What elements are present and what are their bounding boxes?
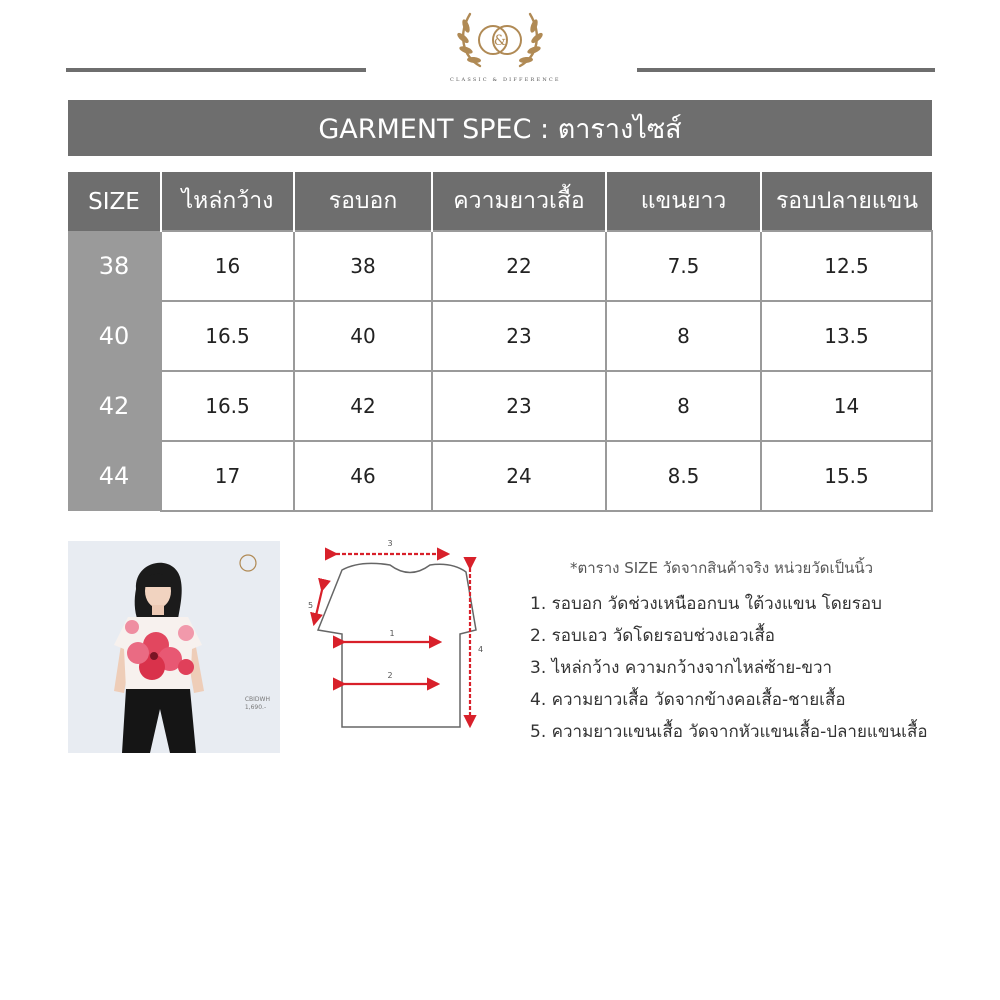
product-photo bbox=[68, 541, 280, 753]
model-illustration bbox=[68, 541, 280, 753]
note-item: 3. ไหล่กว้าง ความกว้างจากไหล่ซ้าย-ขวา bbox=[530, 658, 833, 678]
table-cell: 22 bbox=[432, 231, 606, 301]
table-cell: 8 bbox=[606, 371, 761, 441]
header-rule-right bbox=[637, 68, 935, 72]
note-item: 1. รอบอก วัดช่วงเหนืออกบน ใต้วงแขน โดยรอบ bbox=[530, 594, 882, 614]
size-cell: 44 bbox=[68, 441, 161, 511]
header-rule-left bbox=[66, 68, 366, 72]
brand-logo bbox=[450, 4, 561, 84]
svg-text:&: & bbox=[493, 33, 507, 49]
brand-tagline: CLASSIC & DIFFERENCE bbox=[450, 77, 561, 83]
arrow-5 bbox=[314, 590, 322, 624]
table-cell: 14 bbox=[761, 371, 932, 441]
table-cell: 16.5 bbox=[161, 301, 294, 371]
notes-heading: *ตาราง SIZE วัดจากสินค้าจริง หน่วยวัดเป็นนิ้ว bbox=[570, 559, 874, 577]
column-header-size: SIZE bbox=[68, 172, 161, 231]
note-item: 2. รอบเอว วัดโดยรอบช่วงเอวเสื้อ bbox=[530, 626, 775, 646]
note-item: 5. ความยาวแขนเสื้อ วัดจากหัวแขนเสื้อ-ปลายแขนเสื้อ bbox=[530, 722, 928, 742]
laurel-wreath-icon bbox=[450, 4, 550, 76]
size-cell: 42 bbox=[68, 371, 161, 441]
table-row bbox=[68, 441, 932, 511]
product-code: CBIDWH 1,690.- bbox=[244, 696, 270, 711]
table-cell: 12.5 bbox=[761, 231, 932, 301]
table-cell: 15.5 bbox=[761, 441, 932, 511]
table-row bbox=[68, 231, 932, 301]
table-cell: 23 bbox=[432, 371, 606, 441]
column-header-chest: รอบอก bbox=[294, 172, 432, 231]
table-cell: 13.5 bbox=[761, 301, 932, 371]
table-cell: 16.5 bbox=[161, 371, 294, 441]
diagram-label-1: 1 bbox=[389, 629, 395, 638]
size-cell: 38 bbox=[68, 231, 161, 301]
column-header-cuff: รอบปลายแขน bbox=[761, 172, 932, 231]
tshirt-outline-icon bbox=[318, 563, 476, 727]
measurement-notes bbox=[530, 556, 990, 748]
table-cell: 23 bbox=[432, 301, 606, 371]
diagram-label-4: 4 bbox=[478, 645, 484, 654]
diagram-label-3: 3 bbox=[387, 539, 393, 548]
table-cell: 8.5 bbox=[606, 441, 761, 511]
table-cell: 24 bbox=[432, 441, 606, 511]
table-cell: 42 bbox=[294, 371, 432, 441]
size-spec-table bbox=[68, 172, 933, 512]
note-item: 4. ความยาวเสื้อ วัดจากข้างคอเสื้อ-ชายเสื้อ bbox=[530, 690, 846, 710]
size-cell: 40 bbox=[68, 301, 161, 371]
diagram-label-2: 2 bbox=[387, 671, 393, 680]
table-cell: 7.5 bbox=[606, 231, 761, 301]
table-row bbox=[68, 301, 932, 371]
column-header-length: ความยาวเสื้อ bbox=[432, 172, 606, 231]
table-cell: 38 bbox=[294, 231, 432, 301]
diagram-label-5: 5 bbox=[308, 601, 314, 610]
table-header-row bbox=[68, 172, 932, 231]
table-cell: 46 bbox=[294, 441, 432, 511]
column-header-shoulder: ไหล่กว้าง bbox=[161, 172, 294, 231]
garment-measurement-diagram bbox=[300, 532, 500, 737]
table-cell: 16 bbox=[161, 231, 294, 301]
page-title: GARMENT SPEC : ตารางไซส์ bbox=[68, 100, 932, 156]
table-cell: 40 bbox=[294, 301, 432, 371]
column-header-sleeve: แขนยาว bbox=[606, 172, 761, 231]
table-cell: 17 bbox=[161, 441, 294, 511]
table-cell: 8 bbox=[606, 301, 761, 371]
table-row bbox=[68, 371, 932, 441]
